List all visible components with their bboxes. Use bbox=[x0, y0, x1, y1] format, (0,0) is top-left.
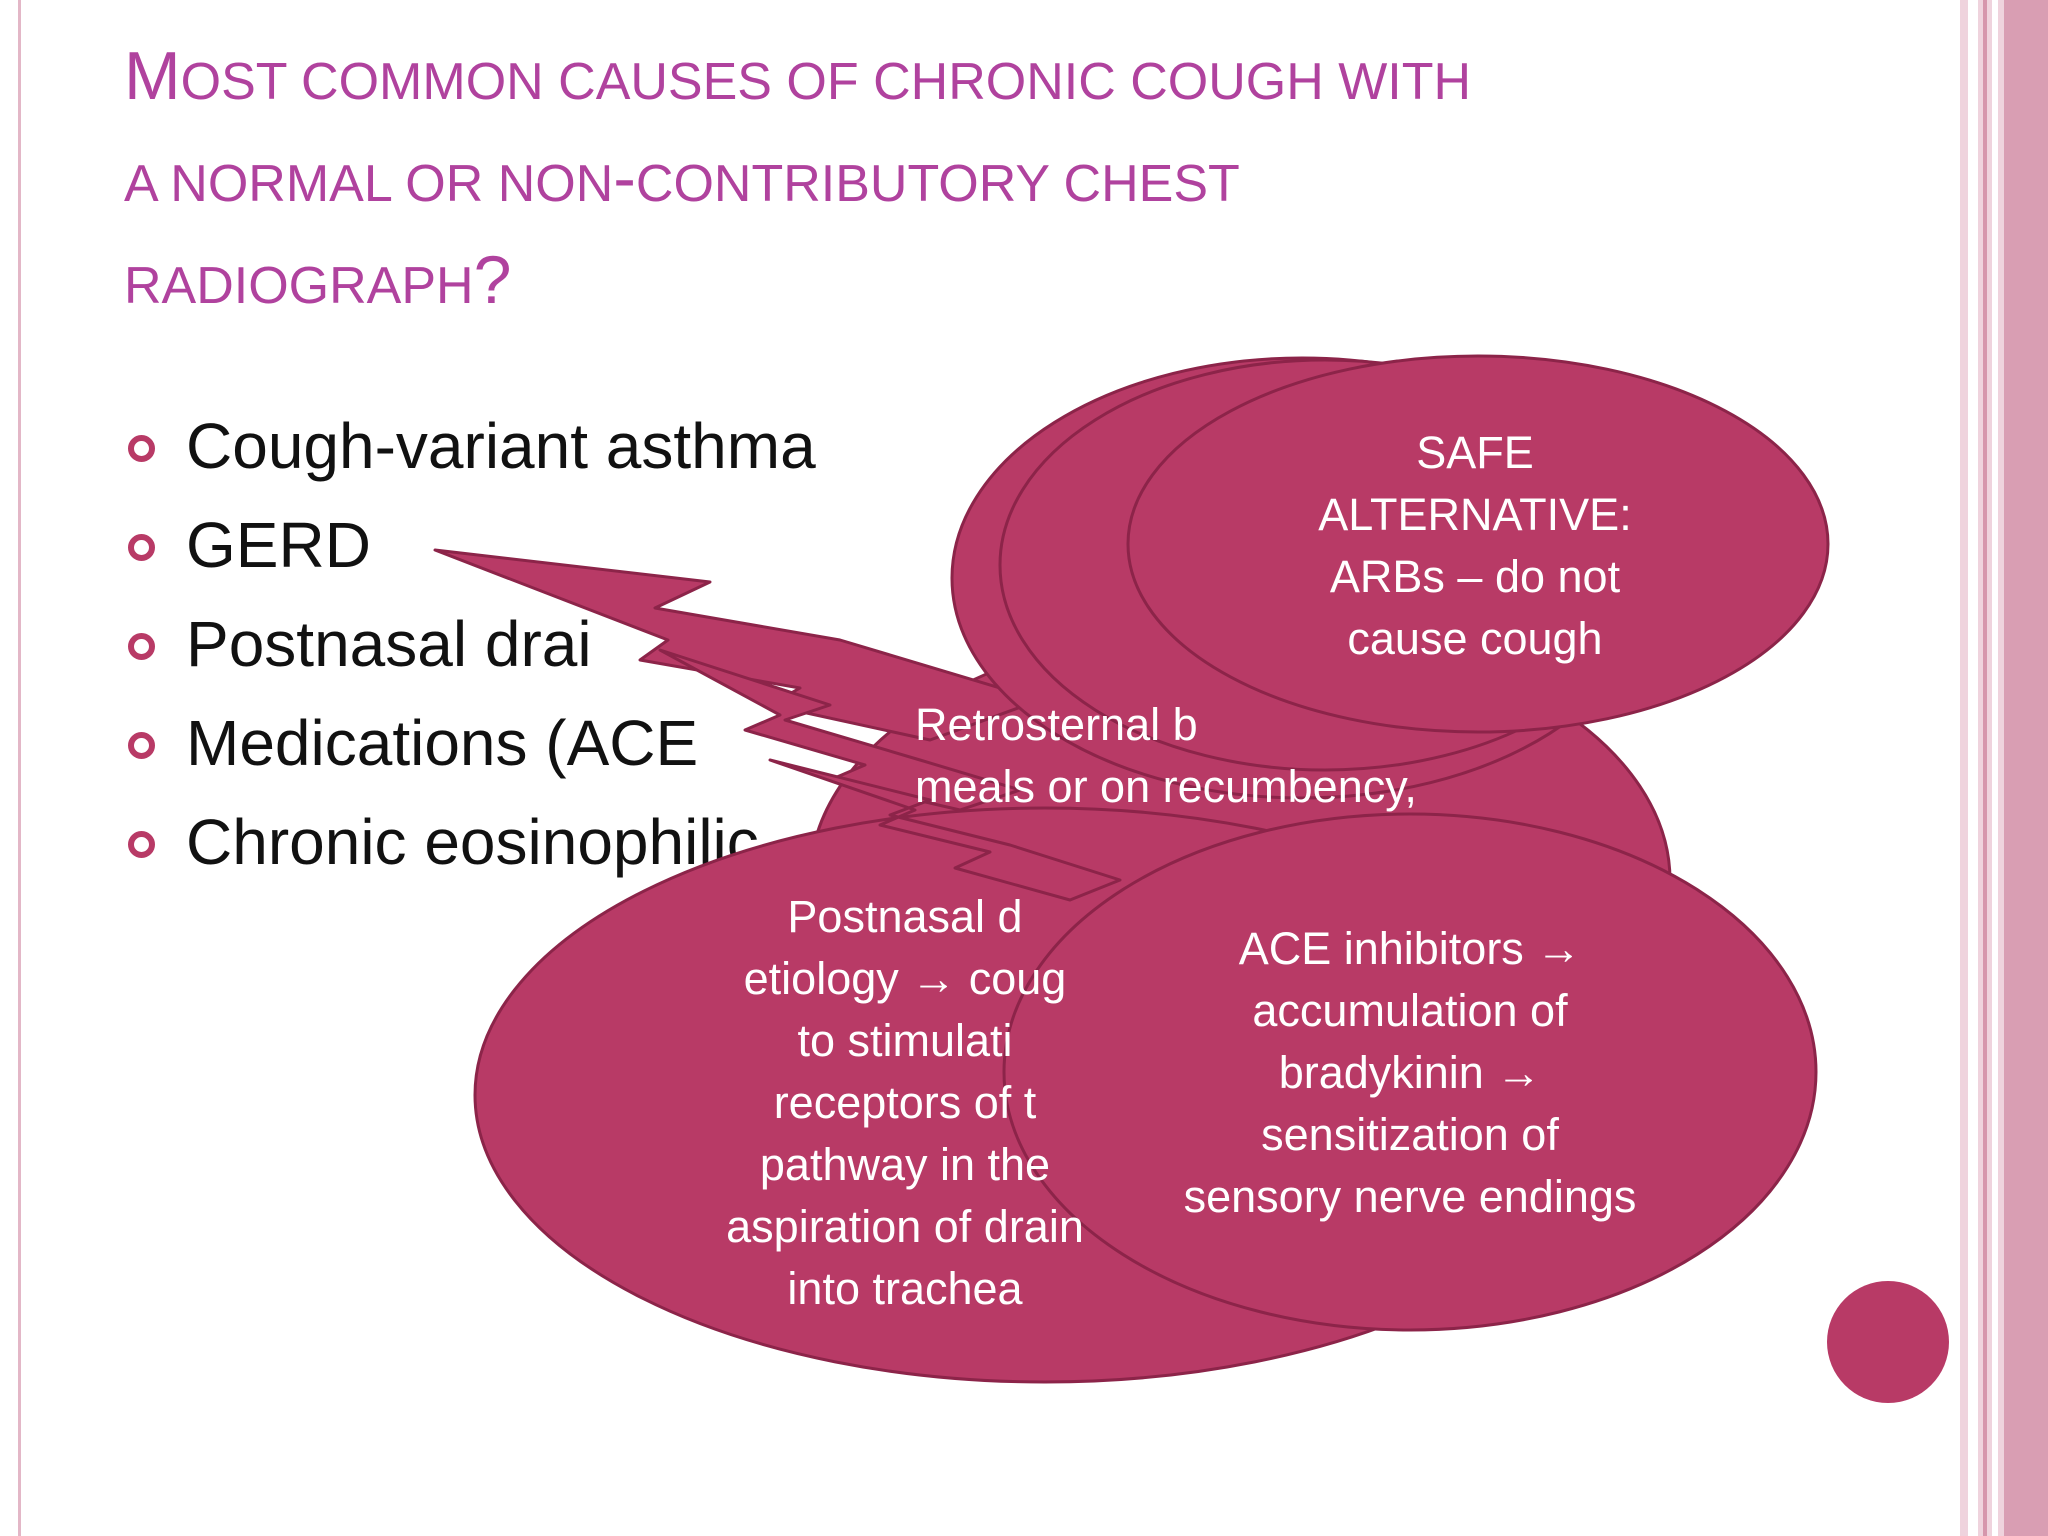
callout-line: etiology → coug bbox=[743, 953, 1067, 1004]
title-text: OST COMMON CAUSES OF CHRONIC COUGH WITH bbox=[180, 53, 1472, 111]
callout-line: meals or on recumbency, bbox=[915, 761, 1417, 812]
callout-line: Postnasal d bbox=[787, 891, 1023, 942]
callout-line: ACE inhibitors → bbox=[1238, 923, 1582, 974]
title-text: ? bbox=[473, 242, 512, 318]
callout-line: accumulation of bbox=[1252, 985, 1568, 1036]
callout-line: receptors of t bbox=[773, 1077, 1037, 1128]
callout-line: ARBs – do not bbox=[1329, 551, 1621, 602]
bullet-text: Cough-variant asthma bbox=[186, 410, 816, 482]
bullet-text: GERD bbox=[186, 509, 371, 581]
title-text: CONTRIBUTORY CHEST bbox=[635, 155, 1240, 213]
callout-line: ALTERNATIVE: bbox=[1318, 489, 1632, 540]
title-text: M bbox=[124, 38, 181, 114]
callout-line: aspiration of drain bbox=[726, 1201, 1084, 1252]
callout-text-ace-inhibitors bbox=[1090, 918, 1730, 1238]
title-text: RADIOGRAPH bbox=[124, 257, 474, 315]
callout-line: sensitization of bbox=[1261, 1109, 1559, 1160]
callout-line: to stimulati bbox=[797, 1015, 1013, 1066]
callout-line: bradykinin → bbox=[1278, 1047, 1542, 1098]
callout-line: Retrosternal b bbox=[915, 699, 1198, 750]
accent-circle bbox=[1827, 1281, 1949, 1403]
title-text: - bbox=[613, 140, 636, 216]
callout-line: sensory nerve endings bbox=[1183, 1171, 1637, 1222]
callout-line: into trachea bbox=[787, 1263, 1023, 1314]
bullet-text: Postnasal drai bbox=[186, 608, 592, 680]
bullet-text: Medications (ACE bbox=[186, 707, 699, 779]
bullet-text: Chronic eosinophilic bbox=[186, 806, 759, 878]
callout-text-retrosternal bbox=[915, 694, 1615, 818]
title-text: A NORMAL OR NON bbox=[124, 155, 614, 213]
callout-line: pathway in the bbox=[759, 1139, 1051, 1190]
callout-text-safe-alternative bbox=[1235, 422, 1715, 672]
callout-line: SAFE bbox=[1416, 427, 1534, 478]
callout-line: cause cough bbox=[1347, 613, 1603, 664]
